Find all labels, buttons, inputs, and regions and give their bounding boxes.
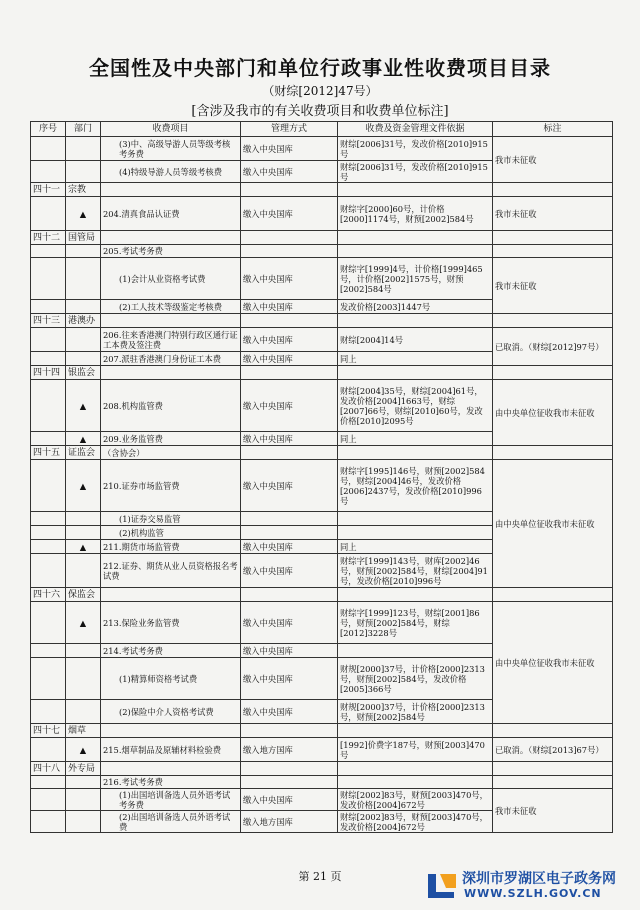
cell-item: 204.清真食品认证费 bbox=[101, 197, 241, 231]
page-subtitle: （财综[2012]47号） bbox=[262, 84, 378, 98]
cell-basis: 财综字[2000]60号，计价格[2000]1174号，财预[2002]584号 bbox=[338, 197, 493, 231]
table-row bbox=[31, 762, 613, 776]
cell-dept: ▲ bbox=[66, 432, 101, 446]
cell-seq bbox=[31, 432, 66, 446]
cell-mgmt: 缴入中央国库 bbox=[241, 432, 338, 446]
cell-seq bbox=[31, 776, 66, 789]
cell-item: 210.证券市场监管费 bbox=[101, 460, 241, 512]
cell-item: (1)证券交易监管 bbox=[101, 512, 241, 526]
table-row bbox=[31, 183, 613, 197]
header-basis: 收费及资金管理文件依据 bbox=[338, 122, 493, 137]
cell-item: 216.考试考务费 bbox=[101, 776, 241, 789]
cell-seq bbox=[31, 300, 66, 314]
cell-seq: 四十八 bbox=[31, 762, 66, 776]
cell-basis: 同上 bbox=[338, 352, 493, 366]
table-header-row bbox=[31, 122, 613, 137]
cell-basis: 财规[2000]37号，计价格[2000]2313号，财预[2002]584号 bbox=[338, 700, 493, 724]
cell-dept: ▲ bbox=[66, 460, 101, 512]
cell-item: (1)精算师资格考试费 bbox=[101, 658, 241, 700]
cell-item: (2)机构监管 bbox=[101, 526, 241, 540]
cell-item: 209.业务监管费 bbox=[101, 432, 241, 446]
cell-seq: 四十四 bbox=[31, 366, 66, 380]
cell-basis: 财综字[1995]146号，财预[2002]584号，财综[2004]46号，发改价格[2006]2437号，发改价格[2010]996号 bbox=[338, 460, 493, 512]
cell-item: 214.考试考务费 bbox=[101, 644, 241, 658]
cell-mgmt: 缴入中央国库 bbox=[241, 258, 338, 300]
cell-dept bbox=[66, 245, 101, 258]
cell-mgmt: 缴入中央国库 bbox=[241, 380, 338, 432]
table-row bbox=[31, 231, 613, 245]
cell-item: 206.往来香港澳门特别行政区通行证工本费及签注费 bbox=[101, 328, 241, 352]
watermark-name: 深圳市罗湖区电子政务网 bbox=[462, 871, 616, 887]
cell-basis: 发改价格[2003]1447号 bbox=[338, 300, 493, 314]
cell-mgmt: 缴入中央国库 bbox=[241, 700, 338, 724]
site-logo-icon bbox=[426, 870, 460, 902]
cell-seq bbox=[31, 197, 66, 231]
table-row bbox=[31, 366, 613, 380]
cell-seq: 四十一 bbox=[31, 183, 66, 197]
cell-dept: 银监会 bbox=[66, 366, 101, 380]
cell-dept bbox=[66, 776, 101, 789]
cell-dept: ▲ bbox=[66, 602, 101, 644]
cell-item: （含协会） bbox=[101, 446, 241, 460]
table-row bbox=[31, 446, 613, 460]
cell-item: (1)出国培训备选人员外语考试考务费 bbox=[101, 789, 241, 811]
table-row bbox=[31, 314, 613, 328]
cell-dept bbox=[66, 328, 101, 352]
cell-dept bbox=[66, 258, 101, 300]
cell-basis: 财综字[1999]4号，计价格[1999]465号，计价格[2002]1575号，财预[2002]584号 bbox=[338, 258, 493, 300]
cell-basis: 财规[2000]37号，计价格[2000]2313号，财预[2002]584号，发改价格[2005]366号 bbox=[338, 658, 493, 700]
cell-item: 215.烟草制品及原辅材料检验费 bbox=[101, 738, 241, 762]
table-row bbox=[31, 258, 613, 300]
table-row bbox=[31, 602, 613, 644]
cell-seq bbox=[31, 380, 66, 432]
header-remark: 标注 bbox=[493, 122, 613, 137]
cell-mgmt: 缴入中央国库 bbox=[241, 460, 338, 512]
table-row bbox=[31, 137, 613, 161]
cell-seq bbox=[31, 789, 66, 811]
cell-item: (2)出国培训备选人员外语考试费 bbox=[101, 811, 241, 833]
cell-mgmt: 缴入中央国库 bbox=[241, 300, 338, 314]
cell-dept bbox=[66, 137, 101, 161]
cell-dept: ▲ bbox=[66, 380, 101, 432]
cell-remark: 我市未征收 bbox=[493, 258, 613, 314]
cell-basis: 同上 bbox=[338, 540, 493, 554]
header-seq: 序号 bbox=[31, 122, 66, 137]
cell-mgmt: 缴入中央国库 bbox=[241, 197, 338, 231]
cell-mgmt: 缴入中央国库 bbox=[241, 602, 338, 644]
cell-item: 207.派驻香港澳门身份证工本费 bbox=[101, 352, 241, 366]
cell-item: 211.期货市场监管费 bbox=[101, 540, 241, 554]
table-row bbox=[31, 197, 613, 231]
cell-mgmt: 缴入中央国库 bbox=[241, 644, 338, 658]
cell-mgmt: 缴入地方国库 bbox=[241, 811, 338, 833]
cell-item: (1)会计从业资格考试费 bbox=[101, 258, 241, 300]
cell-item: 213.保险业务监管费 bbox=[101, 602, 241, 644]
cell-dept: 烟草 bbox=[66, 724, 101, 738]
cell-dept: 宗教 bbox=[66, 183, 101, 197]
cell-dept: 外专局 bbox=[66, 762, 101, 776]
cell-basis: 财综字[1999]143号，财库[2002]46号，财预[2002]584号，财综[2004]91号，发改价格[2010]996号 bbox=[338, 554, 493, 588]
cell-remark: 我市未征收 bbox=[493, 197, 613, 231]
cell-seq bbox=[31, 460, 66, 512]
cell-dept bbox=[66, 789, 101, 811]
cell-seq: 四十五 bbox=[31, 446, 66, 460]
cell-dept bbox=[66, 811, 101, 833]
table-row bbox=[31, 724, 613, 738]
cell-dept bbox=[66, 352, 101, 366]
cell-seq bbox=[31, 137, 66, 161]
cell-dept bbox=[66, 161, 101, 183]
cell-basis: 财综[2002]83号，财预[2003]470号，发改价格[2004]672号 bbox=[338, 811, 493, 833]
cell-remark: 由中央单位征收我市未征收 bbox=[493, 460, 613, 588]
table-row bbox=[31, 776, 613, 789]
cell-item: 212.证券、期货从业人员资格报名考试费 bbox=[101, 554, 241, 588]
cell-seq: 四十七 bbox=[31, 724, 66, 738]
cell-seq bbox=[31, 161, 66, 183]
cell-dept bbox=[66, 554, 101, 588]
cell-basis: [1992]价费字187号，财预[2003]470号 bbox=[338, 738, 493, 762]
cell-dept bbox=[66, 300, 101, 314]
cell-seq: 四十三 bbox=[31, 314, 66, 328]
cell-item: 205.考试考务费 bbox=[101, 245, 241, 258]
cell-dept: ▲ bbox=[66, 540, 101, 554]
cell-basis: 财综字[1999]123号，财综[2001]86号，财预[2002]584号，财综[2012]3228号 bbox=[338, 602, 493, 644]
cell-dept: ▲ bbox=[66, 738, 101, 762]
cell-item: (3)中、高级导游人员等级考核考务费 bbox=[101, 137, 241, 161]
cell-mgmt: 缴入中央国库 bbox=[241, 789, 338, 811]
header-mgmt: 管理方式 bbox=[241, 122, 338, 137]
cell-remark: 已取消。（财综[2013]67号） bbox=[493, 738, 613, 762]
cell-seq: 四十六 bbox=[31, 588, 66, 602]
cell-mgmt: 缴入中央国库 bbox=[241, 328, 338, 352]
cell-seq bbox=[31, 245, 66, 258]
fee-table bbox=[30, 121, 613, 833]
cell-mgmt: 缴入中央国库 bbox=[241, 352, 338, 366]
cell-mgmt: 缴入中央国库 bbox=[241, 554, 338, 588]
table-row bbox=[31, 789, 613, 811]
cell-item: (2)保险中介人资格考试费 bbox=[101, 700, 241, 724]
table-row bbox=[31, 380, 613, 432]
table-row bbox=[31, 328, 613, 352]
cell-dept: 保监会 bbox=[66, 588, 101, 602]
cell-seq bbox=[31, 811, 66, 833]
cell-seq bbox=[31, 352, 66, 366]
cell-dept: ▲ bbox=[66, 197, 101, 231]
cell-remark: 我市未征收 bbox=[493, 789, 613, 833]
site-watermark bbox=[426, 868, 638, 906]
cell-seq bbox=[31, 738, 66, 762]
cell-item: (4)特级导游人员等级考核费 bbox=[101, 161, 241, 183]
cell-seq bbox=[31, 328, 66, 352]
table-row bbox=[31, 738, 613, 762]
cell-remark: 已取消。（财综[2012]97号） bbox=[493, 328, 613, 366]
cell-basis: 财综[2004]14号 bbox=[338, 328, 493, 352]
cell-basis: 财综[2004]35号，财综[2004]61号，发改价格[2004]1663号，财综[2007]66号，财综[2010]60号，发改价格[2010]2095号 bbox=[338, 380, 493, 432]
page-title: 全国性及中央部门和单位行政事业性收费项目目录 bbox=[89, 56, 551, 80]
cell-mgmt: 缴入中央国库 bbox=[241, 161, 338, 183]
table-row bbox=[31, 245, 613, 258]
cell-remark: 我市未征收 bbox=[493, 137, 613, 183]
cell-mgmt: 缴入中央国库 bbox=[241, 658, 338, 700]
table-row bbox=[31, 460, 613, 512]
cell-dept: 国管局 bbox=[66, 231, 101, 245]
cell-mgmt: 缴入中央国库 bbox=[241, 137, 338, 161]
header-dept: 部门 bbox=[66, 122, 101, 137]
table-row bbox=[31, 588, 613, 602]
cell-remark: 由中央单位征收我市未征收 bbox=[493, 602, 613, 724]
cell-seq: 四十二 bbox=[31, 231, 66, 245]
cell-basis: 财综[2002]83号，财预[2003]470号，发改价格[2004]672号 bbox=[338, 789, 493, 811]
cell-seq bbox=[31, 554, 66, 588]
header-item: 收费项目 bbox=[101, 122, 241, 137]
watermark-url: WWW.SZLH.GOV.CN bbox=[464, 887, 602, 900]
page-note: [含涉及我市的有关收费项目和收费单位标注] bbox=[191, 104, 449, 119]
cell-mgmt: 缴入中央国库 bbox=[241, 540, 338, 554]
cell-item: 208.机构监管费 bbox=[101, 380, 241, 432]
page-number: 第 21 页 bbox=[298, 870, 342, 883]
cell-mgmt: 缴入地方国库 bbox=[241, 738, 338, 762]
cell-dept: 港澳办 bbox=[66, 314, 101, 328]
cell-dept: 证监会 bbox=[66, 446, 101, 460]
cell-basis: 财综[2006]31号，发改价格[2010]915号 bbox=[338, 161, 493, 183]
cell-basis: 财综[2006]31号，发改价格[2010]915号 bbox=[338, 137, 493, 161]
cell-basis: 同上 bbox=[338, 432, 493, 446]
cell-seq bbox=[31, 540, 66, 554]
cell-item: (2)工人技术等级鉴定考核费 bbox=[101, 300, 241, 314]
cell-seq bbox=[31, 602, 66, 644]
cell-remark: 由中央单位征收我市未征收 bbox=[493, 380, 613, 446]
cell-seq bbox=[31, 258, 66, 300]
